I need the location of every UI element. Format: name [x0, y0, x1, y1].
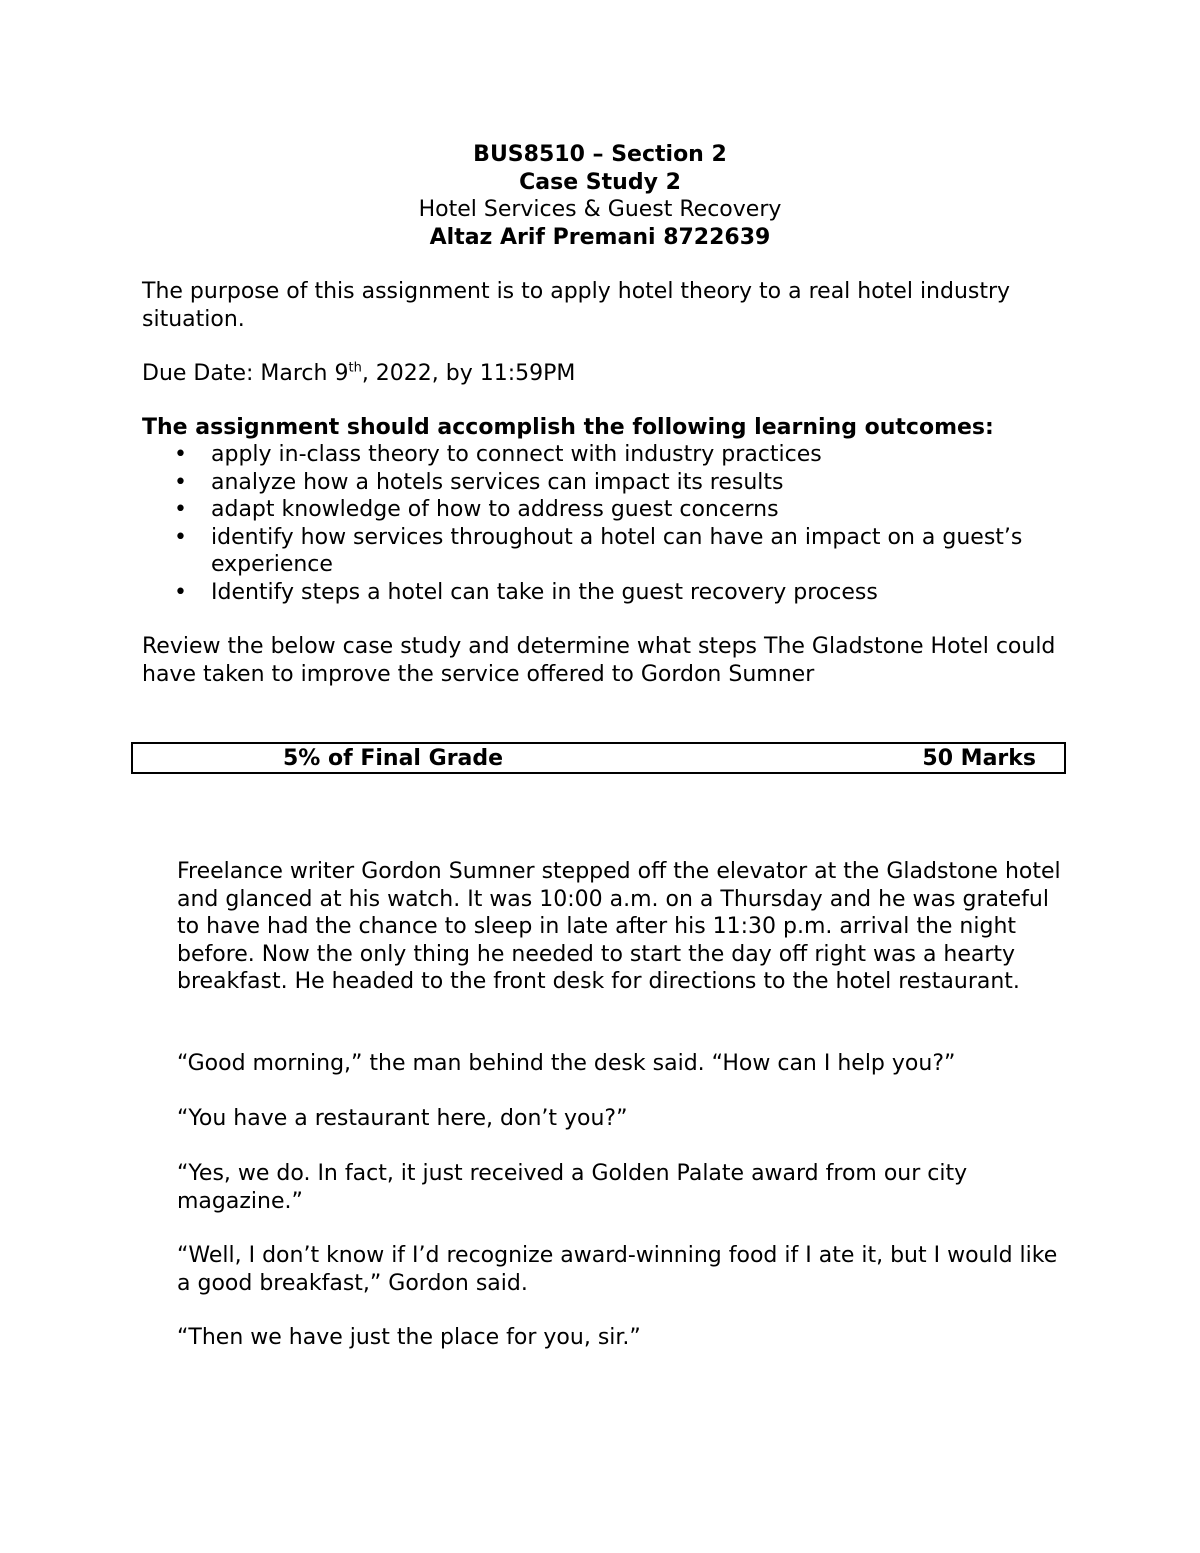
list-item-text: adapt knowledge of how to address guest concerns — [211, 497, 779, 522]
list-item — [142, 469, 1042, 497]
due-date-prefix: Due Date: March 9 — [142, 361, 349, 386]
due-date-suffix: , 2022, by 11:59PM — [361, 361, 576, 386]
grade-weight-box — [131, 742, 1066, 774]
story-paragraph: “You have a restaurant here, don’t you?” — [177, 1106, 628, 1131]
list-item-text: analyze how a hotels services can impact its results — [211, 469, 784, 495]
purpose-paragraph: The purpose of this assignment is to apply hotel theory to a real hotel industry situation. — [142, 279, 1011, 332]
bullet-icon: • — [174, 524, 187, 550]
due-date — [142, 360, 1072, 388]
story-paragraph: “Then we have just the place for you, sir.” — [177, 1325, 641, 1350]
list-item-text: apply in-class theory to connect with industry practices — [211, 442, 822, 467]
bullet-icon: • — [174, 497, 187, 522]
total-marks: 50 Marks — [922, 746, 1036, 771]
review-instructions: Review the below case study and determine what steps The Gladstone Hotel could have taken to improve the service offered to Gordon Sumner — [142, 634, 1056, 687]
story-paragraph: “Good morning,” the man behind the desk said. “How can I help you?” — [177, 1051, 956, 1076]
story-paragraph: “Yes, we do. In fact, it just received a Golden Palate award from our city magazine.” — [177, 1161, 968, 1214]
topic-title: Hotel Services & Guest Recovery — [418, 197, 782, 222]
list-item — [142, 524, 1042, 579]
grade-weight: 5% of Final Grade — [283, 746, 504, 771]
bullet-icon: • — [174, 579, 187, 605]
list-item-text: identify how services throughout a hotel can have an impact on a guest’s experience — [211, 524, 1023, 577]
story-paragraph: Freelance writer Gordon Sumner stepped off the elevator at the Gladstone hotel and glanced at his watch. It was 10:00 a.m. on a Thursday and he was grateful to have had the chance to sleep in late after his 11:30 p.m. arrival the night before. Now the only thing he needed to start the day off right was a hearty breakfast. He headed to the front desk for directions to the hotel restaurant. — [177, 859, 1061, 994]
list-item — [142, 441, 1042, 469]
story-paragraph: “Well, I don’t know if I’d recognize award-winning food if I ate it, but I would like a good breakfast,” Gordon said. — [177, 1243, 1058, 1296]
list-item-text: Identify steps a hotel can take in the guest recovery process — [211, 579, 878, 605]
case-study-title: Case Study 2 — [519, 169, 681, 195]
course-title: BUS8510 – Section 2 — [473, 142, 727, 167]
bullet-icon: • — [174, 442, 187, 467]
author-line: Altaz Arif Premani 8722639 — [429, 224, 771, 250]
list-item — [142, 579, 1042, 607]
bullet-icon: • — [174, 469, 187, 495]
document-header — [0, 141, 1200, 251]
outcomes-heading: The assignment should accomplish the following learning outcomes: — [142, 415, 994, 440]
outcomes-list — [142, 441, 1042, 606]
list-item — [142, 496, 1042, 524]
due-date-ordinal: th — [348, 360, 362, 376]
